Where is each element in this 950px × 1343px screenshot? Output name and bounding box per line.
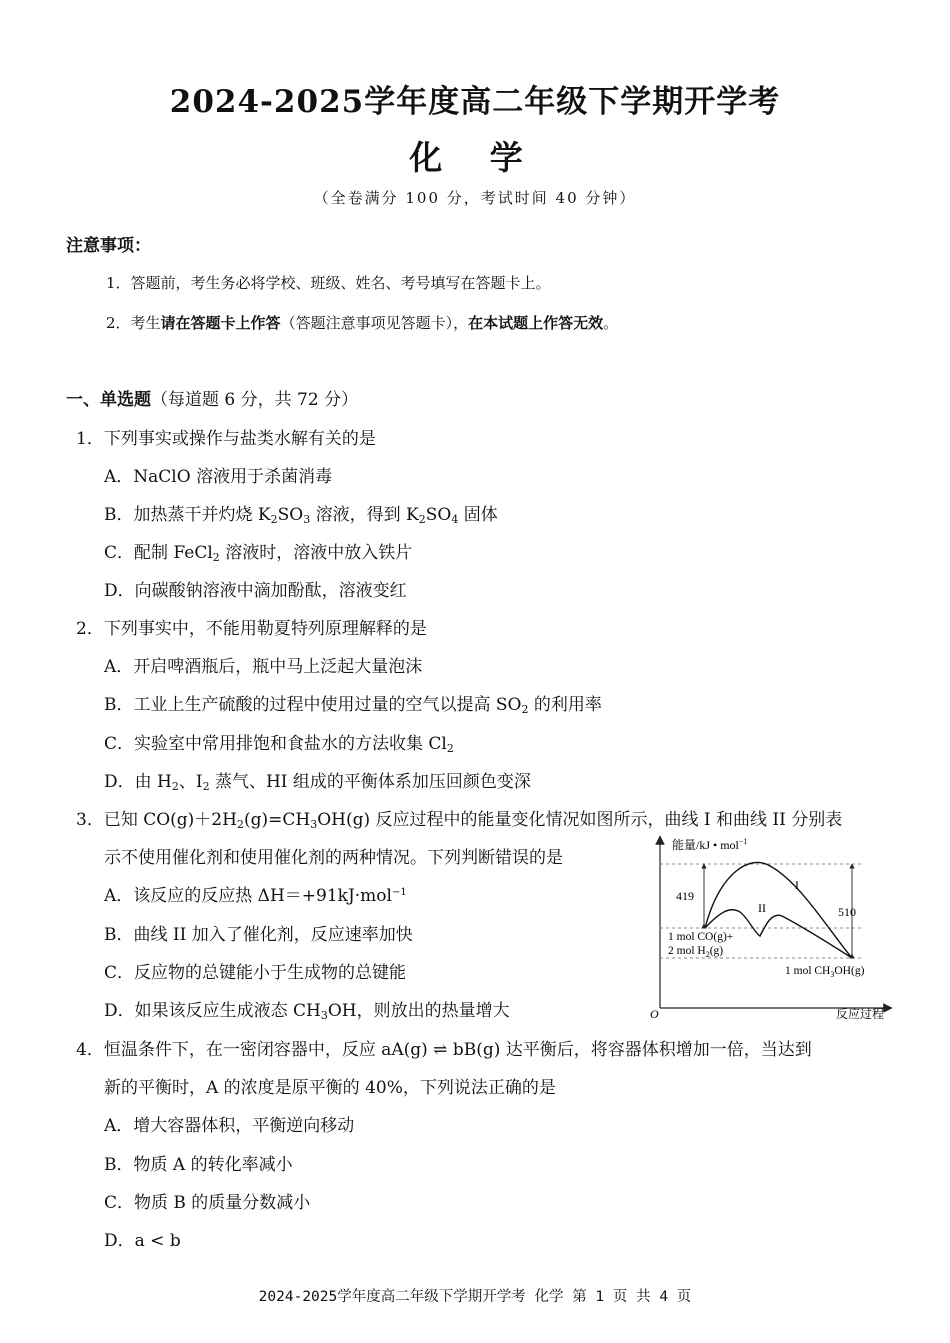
- notes-heading: 注意事项：: [66, 236, 151, 256]
- q1-stem: 1．下列事实或操作与盐类水解有关的是: [76, 429, 376, 449]
- q4-stem-line1: 4．恒温条件下，在一密闭容器中，反应 aA(g) ⇌ bB(g) 达平衡后，将容器体积增加一倍，当达到: [76, 1040, 812, 1060]
- label-curve-i: I: [795, 878, 799, 892]
- q3-stem-line1: 3．已知 $CO(g)+2H_2(g)=CH_3OH(g)$ 反应过程中的能量变化情况如图所示，曲线 I 和曲线 II 分别表: [76, 810, 843, 831]
- q4-option-a: A．增大容器体积，平衡逆向移动: [104, 1116, 355, 1136]
- q2-option-b: B．工业上生产硫酸的过程中使用过量的空气以提高 $SO_2$ 的利用率: [104, 695, 602, 716]
- q1-option-d: D．向碳酸钠溶液中滴加酚酞，溶液变红: [104, 581, 407, 601]
- diagram-ylabel: 能量/kJ • mol$^{-1}$: [672, 837, 748, 852]
- page-footer: 2024-2025学年度高二年级下学期开学考 化学 第 1 页 共 4 页: [258, 1289, 692, 1305]
- q1-option-a: A．NaClO 溶液用于杀菌消毒: [104, 467, 333, 487]
- product-label: 1 mol $CH_3OH(g)$: [785, 965, 865, 979]
- q1-option-b: B．加热蒸干并灼烧 $K_2SO_3$ 溶液，得到 $K_2SO_4$ 固体: [104, 505, 498, 526]
- q2-option-c: C．实验室中常用排饱和食盐水的方法收集 $Cl_2$: [104, 734, 454, 755]
- q2-option-d: D．由 $H_2$、$I_2$ 蒸气、HI 组成的平衡体系加压回颜色变深: [104, 772, 531, 793]
- q4-option-d: D．a < b: [104, 1231, 181, 1251]
- origin-label: O: [650, 1007, 659, 1021]
- label-510: 510: [838, 905, 856, 919]
- energy-diagram: [640, 832, 900, 1024]
- q2-stem: 2．下列事实中，不能用勒夏特列原理解释的是: [76, 619, 427, 639]
- label-419: 419: [676, 889, 694, 903]
- q4-option-c: C．物质 B 的质量分数减小: [104, 1193, 311, 1213]
- exam-meta: （全卷满分 100 分，考试时间 40 分钟）: [313, 189, 637, 207]
- q3-option-b: B．曲线 II 加入了催化剂，反应速率加快: [104, 925, 413, 945]
- q3-stem-line2: 示不使用催化剂和使用催化剂的两种情况。下列判断错误的是: [104, 848, 563, 868]
- note-item-2: 2．考生请在答题卡上作答（答题注意事项见答题卡），在本试题上作答无效。: [106, 314, 619, 332]
- reactant-label-1: 1 mol CO(g)+: [668, 931, 734, 943]
- q3-option-a: A．该反应的反应热 ΔH＝+91kJ·mol$^{-1}$: [104, 886, 407, 906]
- q3-option-d: D．如果该反应生成液态 $CH_3OH$，则放出的热量增大: [104, 1001, 510, 1022]
- label-curve-ii: II: [758, 901, 766, 915]
- q4-stem-line2: 新的平衡时，A 的浓度是原平衡的 40%，下列说法正确的是: [104, 1078, 556, 1098]
- subject-title: 化 学: [409, 138, 541, 177]
- note-item-1: 1．答题前，考生务必将学校、班级、姓名、考号填写在答题卡上。: [106, 274, 551, 292]
- q4-option-b: B．物质 A 的转化率减小: [104, 1155, 293, 1175]
- reactant-label-2: 2 mol $H_2(g)$: [668, 945, 724, 959]
- exam-title: 2024-2025学年度高二年级下学期开学考: [169, 84, 781, 120]
- q2-option-a: A．开启啤酒瓶后，瓶中马上泛起大量泡沫: [104, 657, 423, 677]
- q1-option-c: C．配制 FeCl$_2$ 溶液时，溶液中放入铁片: [104, 543, 413, 564]
- q3-option-c: C．反应物的总键能小于生成物的总键能: [104, 963, 407, 983]
- section-heading: 一、单选题（每道题 6 分，共 72 分）: [66, 390, 359, 410]
- diagram-xlabel: 反应过程: [836, 1007, 885, 1021]
